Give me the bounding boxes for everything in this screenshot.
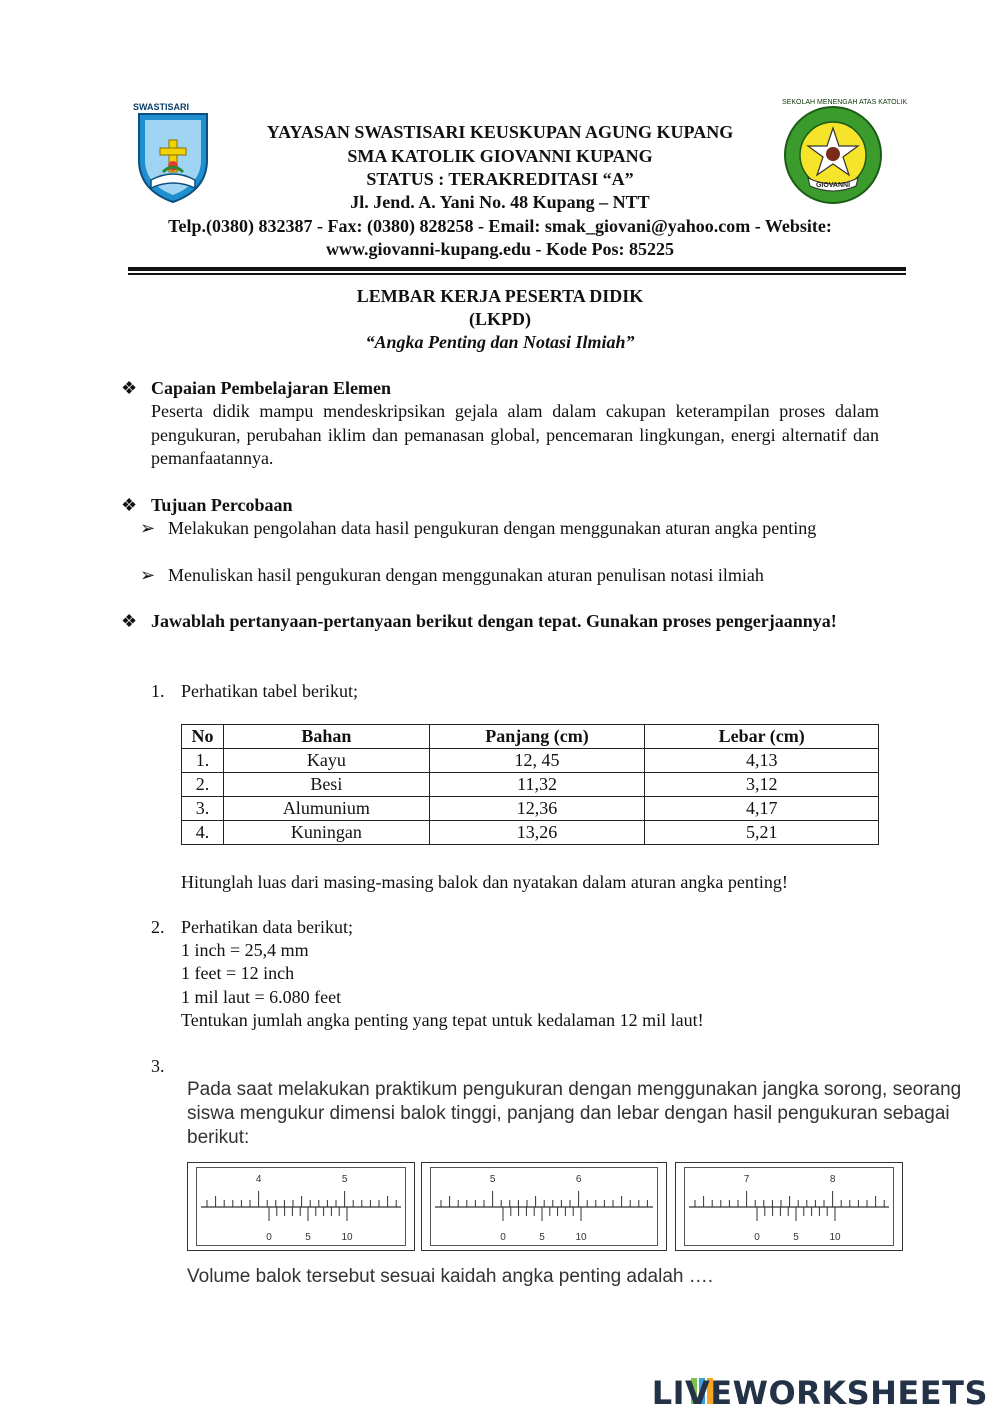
school-contact: Telp.(0380) 832387 - Fax: (0380) 828258 - Email: smak_giovani@yahoo.com - Website: bbox=[168, 216, 832, 236]
q2-line: Tentukan jumlah angka penting yang tepat untuk kedalaman 12 mil laut! bbox=[181, 1010, 704, 1030]
vernier-label: 5 bbox=[793, 1232, 799, 1243]
vernier-label: 0 bbox=[754, 1232, 760, 1243]
q1-intro: Perhatikan tabel berikut; bbox=[181, 681, 358, 701]
table-header-row bbox=[182, 725, 879, 749]
header-divider-thick bbox=[128, 267, 906, 271]
capaian-text: Peserta didik mampu mendeskripsikan gejala alam dalam cakupan keterampilan proses dalam pengukuran, perubahan iklim dan pemanasan global, pencemaran lingkungan, energi alternatif dan pemanfaatannya. bbox=[151, 401, 879, 468]
vernier-label: 5 bbox=[539, 1232, 545, 1243]
caliper-reading-3 bbox=[675, 1162, 903, 1251]
cell-no: 4. bbox=[182, 821, 224, 845]
tujuan-heading bbox=[121, 494, 293, 517]
tujuan-item bbox=[140, 564, 879, 588]
tujuan-item bbox=[140, 517, 879, 541]
logo-right-text: SEKOLAH MENENGAH ATAS KATOLIK bbox=[782, 99, 908, 106]
q2-number: 2. bbox=[151, 917, 165, 937]
diamond-bullet-icon: ❖ bbox=[121, 495, 138, 515]
q3-text-line: berikut: bbox=[187, 1127, 250, 1148]
column-header: No bbox=[182, 725, 224, 749]
cell-no: 3. bbox=[182, 797, 224, 821]
tujuan-item-text: Menuliskan hasil pengukuran dengan menggunakan aturan penulisan notasi ilmiah bbox=[168, 565, 764, 585]
caliper-reading-2 bbox=[421, 1162, 667, 1251]
cell-bahan: Alumunium bbox=[223, 797, 429, 821]
q2-line: 1 mil laut = 6.080 feet bbox=[181, 987, 342, 1007]
arrow-bullet-icon: ➢ bbox=[140, 518, 156, 538]
column-header: Panjang (cm) bbox=[429, 725, 645, 749]
q2-line: 1 feet = 12 inch bbox=[181, 963, 295, 983]
table-row bbox=[182, 749, 879, 773]
cell-panjang: 11,32 bbox=[429, 773, 645, 797]
school-website: www.giovanni-kupang.edu - Kode Pos: 85225 bbox=[325, 239, 675, 259]
cell-bahan: Kuningan bbox=[223, 821, 429, 845]
cell-panjang: 12,36 bbox=[429, 797, 645, 821]
q3-question: Volume balok tersebut sesuai kaidah angka penting adalah …. bbox=[187, 1266, 714, 1287]
vernier-label: 10 bbox=[575, 1232, 587, 1243]
accreditation-status: STATUS : TERAKREDITASI “A” bbox=[366, 169, 634, 189]
materials-table bbox=[181, 724, 879, 845]
header-divider-thin bbox=[128, 273, 906, 275]
cell-no: 1. bbox=[182, 749, 224, 773]
q1-task: Hitunglah luas dari masing-masing balok dan nyatakan dalam aturan angka penting! bbox=[181, 872, 788, 892]
school-name: SMA KATOLIK GIOVANNI KUPANG bbox=[347, 146, 653, 166]
arrow-bullet-icon: ➢ bbox=[140, 565, 156, 585]
school-address: Jl. Jend. A. Yani No. 48 Kupang – NTT bbox=[350, 192, 650, 212]
capaian-heading bbox=[121, 377, 391, 400]
main-scale-label: 5 bbox=[341, 1174, 348, 1185]
cell-lebar: 4,17 bbox=[645, 797, 879, 821]
worksheet-abbrev: (LKPD) bbox=[469, 309, 531, 329]
tujuan-item-text: Melakukan pengolahan data hasil pengukuran dengan menggunakan aturan angka penting bbox=[168, 518, 817, 538]
tujuan-heading-text: Tujuan Percobaan bbox=[151, 495, 293, 515]
q2-line: 1 inch = 25,4 mm bbox=[181, 940, 309, 960]
foundation-name: YAYASAN SWASTISARI KEUSKUPAN AGUNG KUPANG bbox=[266, 122, 734, 142]
q3-text-line: Pada saat melakukan praktikum pengukuran dengan menggunakan jangka sorong, seorang bbox=[187, 1079, 962, 1100]
liveworksheets-watermark: LIVEWORKSHEETS bbox=[651, 1374, 988, 1412]
cell-no: 2. bbox=[182, 773, 224, 797]
table-row bbox=[182, 797, 879, 821]
q2-line: Perhatikan data berikut; bbox=[181, 917, 353, 937]
cell-panjang: 13,26 bbox=[429, 821, 645, 845]
cell-bahan: Besi bbox=[223, 773, 429, 797]
vernier-label: 10 bbox=[829, 1232, 841, 1243]
cell-lebar: 3,12 bbox=[645, 773, 879, 797]
vernier-label: 5 bbox=[305, 1232, 311, 1243]
vernier-label: 0 bbox=[266, 1232, 272, 1243]
worksheet-title: LEMBAR KERJA PESERTA DIDIK bbox=[356, 286, 644, 306]
q3-number: 3. bbox=[151, 1056, 165, 1076]
worksheet-topic: “Angka Penting dan Notasi Ilmiah” bbox=[365, 332, 635, 352]
vernier-label: 10 bbox=[341, 1232, 353, 1243]
vernier-label: 0 bbox=[500, 1232, 506, 1243]
table-row bbox=[182, 773, 879, 797]
column-header: Lebar (cm) bbox=[645, 725, 879, 749]
logo-left-text: SWASTISARI bbox=[133, 102, 190, 112]
diamond-bullet-icon: ❖ bbox=[121, 611, 138, 631]
instruction-text: Jawablah pertanyaan-pertanyaan berikut dengan tepat. Gunakan proses pengerjaannya! bbox=[151, 611, 837, 631]
main-scale-label: 7 bbox=[743, 1174, 750, 1185]
q1-number: 1. bbox=[151, 681, 165, 701]
cell-lebar: 5,21 bbox=[645, 821, 879, 845]
cell-lebar: 4,13 bbox=[645, 749, 879, 773]
caliper-reading-1 bbox=[187, 1162, 415, 1251]
main-scale-label: 6 bbox=[575, 1174, 582, 1185]
table-row bbox=[182, 821, 879, 845]
q3-text-line: siswa mengukur dimensi balok tinggi, panjang dan lebar dengan hasil pengukuran sebagai bbox=[187, 1103, 950, 1124]
main-scale-label: 4 bbox=[255, 1174, 262, 1185]
diamond-bullet-icon: ❖ bbox=[121, 378, 138, 398]
main-scale-label: 8 bbox=[829, 1174, 836, 1185]
cell-bahan: Kayu bbox=[223, 749, 429, 773]
capaian-heading-text: Capaian Pembelajaran Elemen bbox=[151, 378, 391, 398]
cell-panjang: 12, 45 bbox=[429, 749, 645, 773]
logo-right-banner: GIOVANNI bbox=[815, 182, 851, 189]
column-header: Bahan bbox=[223, 725, 429, 749]
instruction bbox=[121, 610, 879, 633]
main-scale-label: 5 bbox=[489, 1174, 496, 1185]
